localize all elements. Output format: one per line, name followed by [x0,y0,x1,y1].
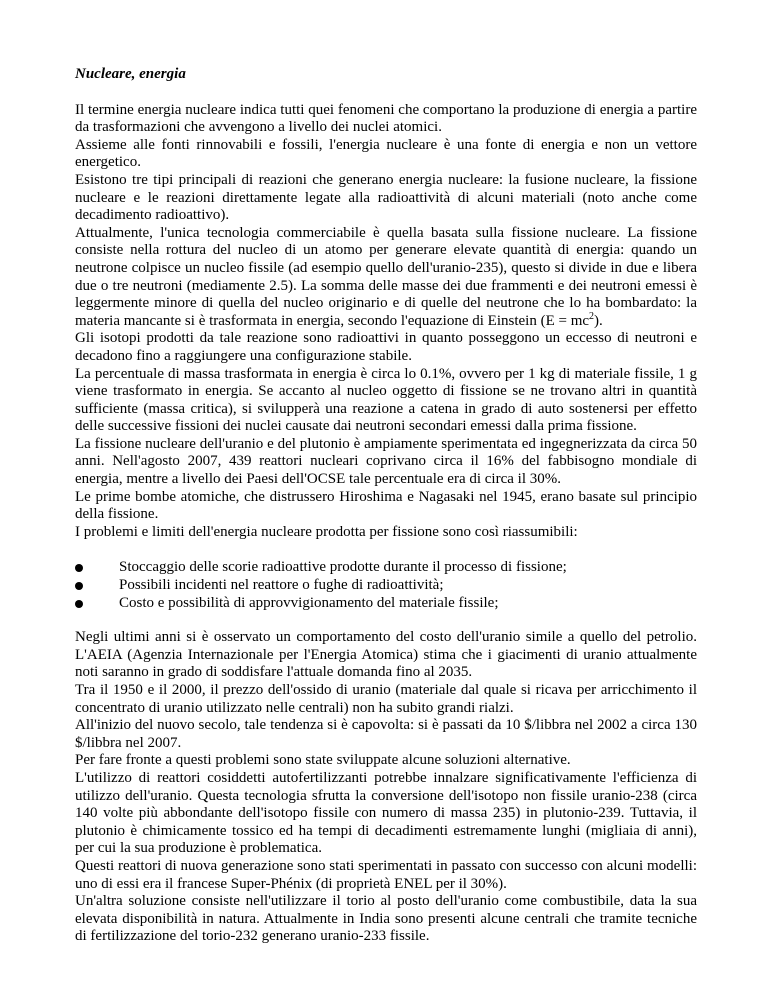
paragraph: Un'altra soluzione consiste nell'utilizzare il torio al posto dell'uranio come combustibile, data la sua elevata disponibilità in natura. Attualmente in India sono presenti alcune centrali che tramite tecniche di fertilizzazione del torio-232 generano uranio-233 fissile. [75,893,697,945]
list-item-text: Stoccaggio delle scorie radioattive prodotte durante il processo di fissione; [119,559,567,576]
list-item-text: Costo e possibilità di approvvigionamento del materiale fissile; [119,594,499,611]
list-item [75,595,697,613]
bullet-icon [75,564,83,572]
paragraph: L'utilizzo di reattori cosiddetti autofertilizzanti potrebbe innalzare significativamente l'efficienza di utilizzo dell'uranio. Questa tecnologia sfrutta la conversione dell'isotopo non fissile uranio-238 (circa 140 volte più abbondante dell'isotopo fissile con numero di massa 235) in plutonio-239. Tuttavia, il plutonio è chimicamente tossico ed ha tempi di decadimenti estremamente lunghi (migliaia di anni), per cui la sua produzione è problematica. [75,769,697,857]
problems-list [75,559,697,612]
fission-paragraph [75,225,697,331]
document-page [75,66,697,946]
bullet-icon [75,582,83,590]
document-title: Nucleare, energia [75,66,186,82]
exponent-superscript: 2 [589,310,595,322]
paragraph: Tra il 1950 e il 2000, il prezzo dell'ossido di uranio (materiale dal quale si ricava per arricchimento il concentrato di uranio utilizzato nelle centrali) non ha subito grandi rialzi. [75,682,697,716]
bullet-icon [75,600,83,608]
paragraph: Per fare fronte a questi problemi sono state sviluppate alcune soluzioni alternative. [75,752,571,769]
paragraph: Il termine energia nucleare indica tutti quei fenomeni che comportano la produzione di energia a partire da trasformazioni che avvengono a livello dei nuclei atomici. [75,101,697,136]
paragraph: Gli isotopi prodotti da tale reazione sono radioattivi in quanto posseggono un eccesso di neutroni e decadono fino a raggiungere una configurazione stabile. [75,330,697,364]
list-item-text: Possibili incidenti nel reattore o fughe di radioattività; [119,577,444,594]
fission-paragraph-tail: ). [594,312,603,329]
paragraph: Esistono tre tipi principali di reazioni che generano energia nucleare: la fusione nucleare, la fissione nucleare e le reazioni direttamente legate alla radioattività di alcuni materiali (noto anche come decadimento radioattivo). [75,171,697,224]
paragraph: La fissione nucleare dell'uranio e del plutonio è ampiamente sperimentata ed ingegnerizzata da circa 50 anni. Nell'agosto 2007, 439 reattori nucleari coprivano circa il 16% del fabbisogno mondiale di energia, mentre a livello dei Paesi dell'OCSE tale percentuale era di circa il 30%. [75,435,697,488]
paragraph: Questi reattori di nuova generazione sono stati sperimentati in passato con successo con alcuni modelli: uno di essi era il francese Super-Phénix (di proprietà ENEL per il 30%). [75,857,697,892]
paragraph: Assieme alle fonti rinnovabili e fossili, l'energia nucleare è una fonte di energia e non un vettore energetico. [75,136,697,171]
list-item [75,577,697,595]
paragraph: Negli ultimi anni si è osservato un comportamento del costo dell'uranio simile a quello del petrolio. L'AEIA (Agenzia Internazionale per l'Energia Atomica) stima che i giacimenti di uranio attualmente noti saranno in grado di soddisfare l'attuale domanda fino al 2035. [75,629,697,681]
list-item [75,559,697,577]
paragraph: All'inizio del nuovo secolo, tale tendenza si è capovolta: si è passati da 10 $/libbra nel 2002 a circa 130 $/libbra nel 2007. [75,717,697,751]
paragraph: Le prime bombe atomiche, che distrussero Hiroshima e Nagasaki nel 1945, erano basate sul principio della fissione. [75,488,697,523]
paragraph: La percentuale di massa trasformata in energia è circa lo 0.1%, ovvero per 1 kg di materiale fissile, 1 g viene trasformato in energia. Se accanto al nucleo oggetto di fissione se ne trovano altri in quantità sufficiente (massa critica), si svilupperà una reazione a catena in grado di auto sostenersi per effetto delle successive fissioni dei nuclei causate dai neutroni secondari emessi dalla prima fissione. [75,365,697,435]
paragraph: I problemi e limiti dell'energia nucleare prodotta per fissione sono così riassumibili: [75,523,578,540]
fission-paragraph-text: Attualmente, l'unica tecnologia commerciabile è quella basata sulla fissione nucleare. La fissione consiste nella rottura del nucleo di un atomo per generare elevate quantità di energia: quando un neutrone colpisce un nucleo fissile (ad esempio quello dell'uranio-235), questo si divide in due e libera due o tre neutroni (mediamente 2.5). La somma delle masse dei due frammenti e dei neutroni emessi è leggermente minore di quella del nucleo originario e di quelle del neutrone che lo ha bombardato: la materia mancante si è trasformata in energia, secondo l'equazione di Einstein (E = mc [75,224,697,329]
